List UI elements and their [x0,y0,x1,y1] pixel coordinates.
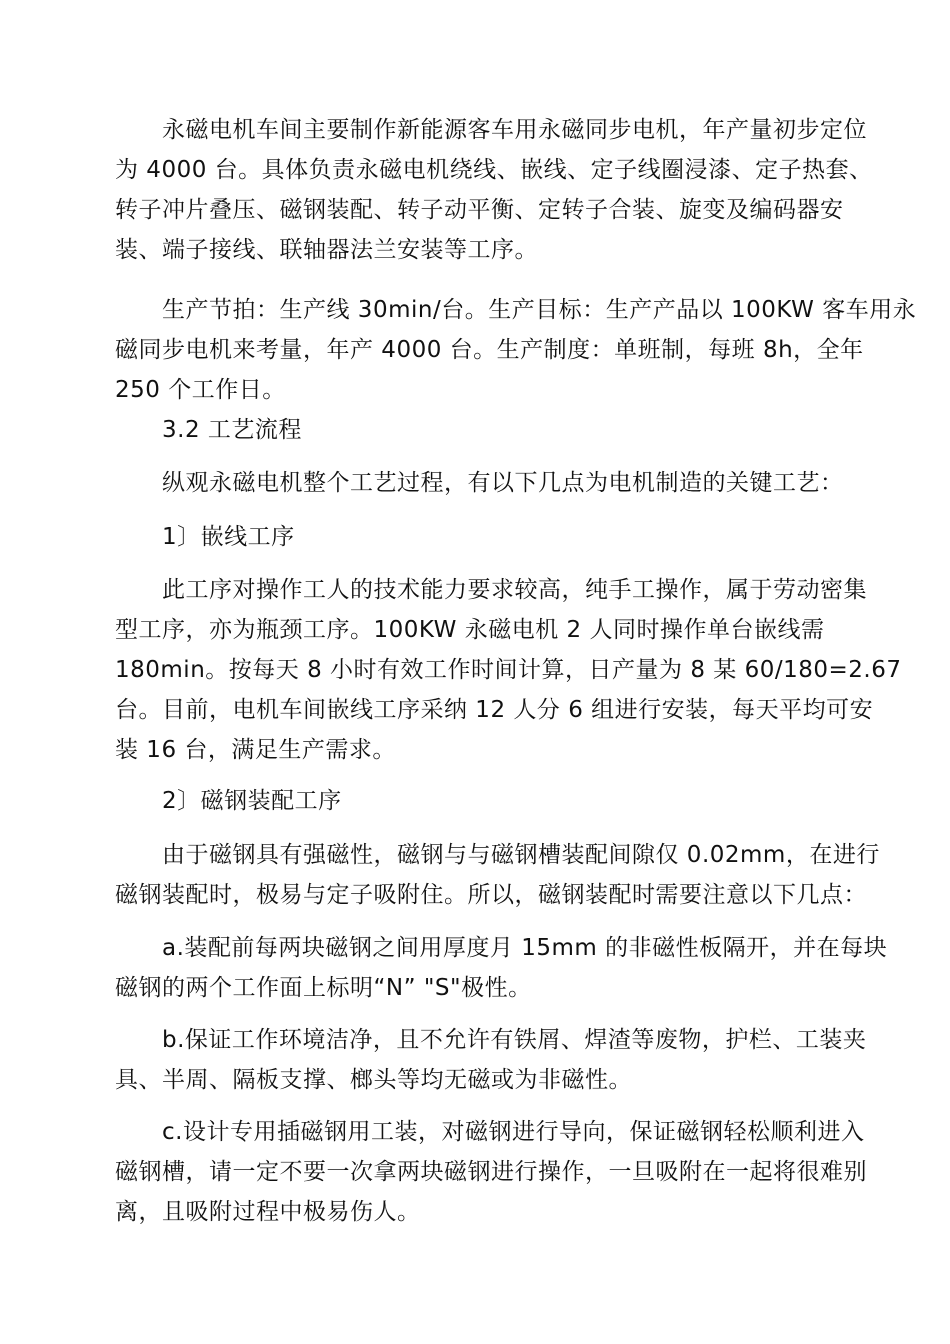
text-line: 1〕嵌线工序 [162,524,295,550]
text-line: 装 16 台，满足生产需求。 [115,737,396,763]
paragraph-production-targets [115,290,917,410]
paragraph-workshop-overview [115,110,873,270]
text-line: 磁钢装配时，极易与定子吸附住。所以，磁钢装配时需要注意以下几点： [115,882,867,908]
text-line: 此工序对操作工人的技术能力要求较高，纯手工操作，属于劳动密集 [162,577,867,603]
text-line: 转子冲片叠压、磁钢装配、转子动平衡、定转子合装、旋变及编码器安 [115,197,844,223]
paragraph-key-processes-intro [115,463,844,503]
text-line: 装、端子接线、联轴器法兰安装等工序。 [115,237,538,263]
text-line: 180min。按每天 8 小时有效工作时间计算，日产量为 8 某 60/180=2.67 [115,657,902,683]
paragraph-winding-details [115,570,902,770]
subheading-winding-process [115,517,840,557]
subheading-magnet-assembly [115,781,840,821]
text-line: c.设计专用插磁钢用工装，对磁钢进行导向，保证磁钢轻松顺利进入 [162,1119,865,1145]
section-heading-process-flow [115,410,840,450]
text-line: 2〕磁钢装配工序 [162,788,342,814]
paragraph-magnet-assembly-intro [115,835,880,915]
text-line: 离，且吸附过程中极易伤人。 [115,1199,421,1225]
text-line: 型工序，亦为瓶颈工序。100KW 永磁电机 2 人同时操作单台嵌线需 [115,617,825,643]
list-item-c [115,1112,867,1232]
text-line: a.装配前每两块磁钢之间用厚度月 15mm 的非磁性板隔开，并在每块 [162,935,888,961]
text-line: 磁同步电机来考量，年产 4000 台。生产制度：单班制，每班 8h，全年 [115,337,864,363]
list-item-a [115,928,888,1008]
text-line: 永磁电机车间主要制作新能源客车用永磁同步电机，年产量初步定位 [162,117,867,143]
text-line: 磁钢槽，请一定不要一次拿两块磁钢进行操作，一旦吸附在一起将很难别 [115,1159,867,1185]
text-line: 磁钢的两个工作面上标明“N” "S"极性。 [115,975,532,1001]
text-line: 具、半周、隔板支撑、榔头等均无磁或为非磁性。 [115,1067,632,1093]
text-line: 3.2 工艺流程 [162,417,302,443]
list-item-b [115,1020,867,1100]
text-line: 为 4000 台。具体负责永磁电机绕线、嵌线、定子线圈浸漆、定子热套、 [115,157,873,183]
text-line: b.保证工作环境洁净，且不允许有铁屑、焊渣等废物，护栏、工装夹 [162,1027,867,1053]
text-line: 生产节拍：生产线 30min/台。生产目标：生产产品以 100KW 客车用永 [162,297,917,323]
text-line: 由于磁钢具有强磁性，磁钢与与磁钢槽装配间隙仅 0.02mm，在进行 [162,842,880,868]
text-line: 台。目前，电机车间嵌线工序采纳 12 人分 6 组进行安装，每天平均可安 [115,697,874,723]
text-line: 纵观永磁电机整个工艺过程，有以下几点为电机制造的关键工艺： [162,470,844,496]
text-line: 250 个工作日。 [115,377,286,403]
